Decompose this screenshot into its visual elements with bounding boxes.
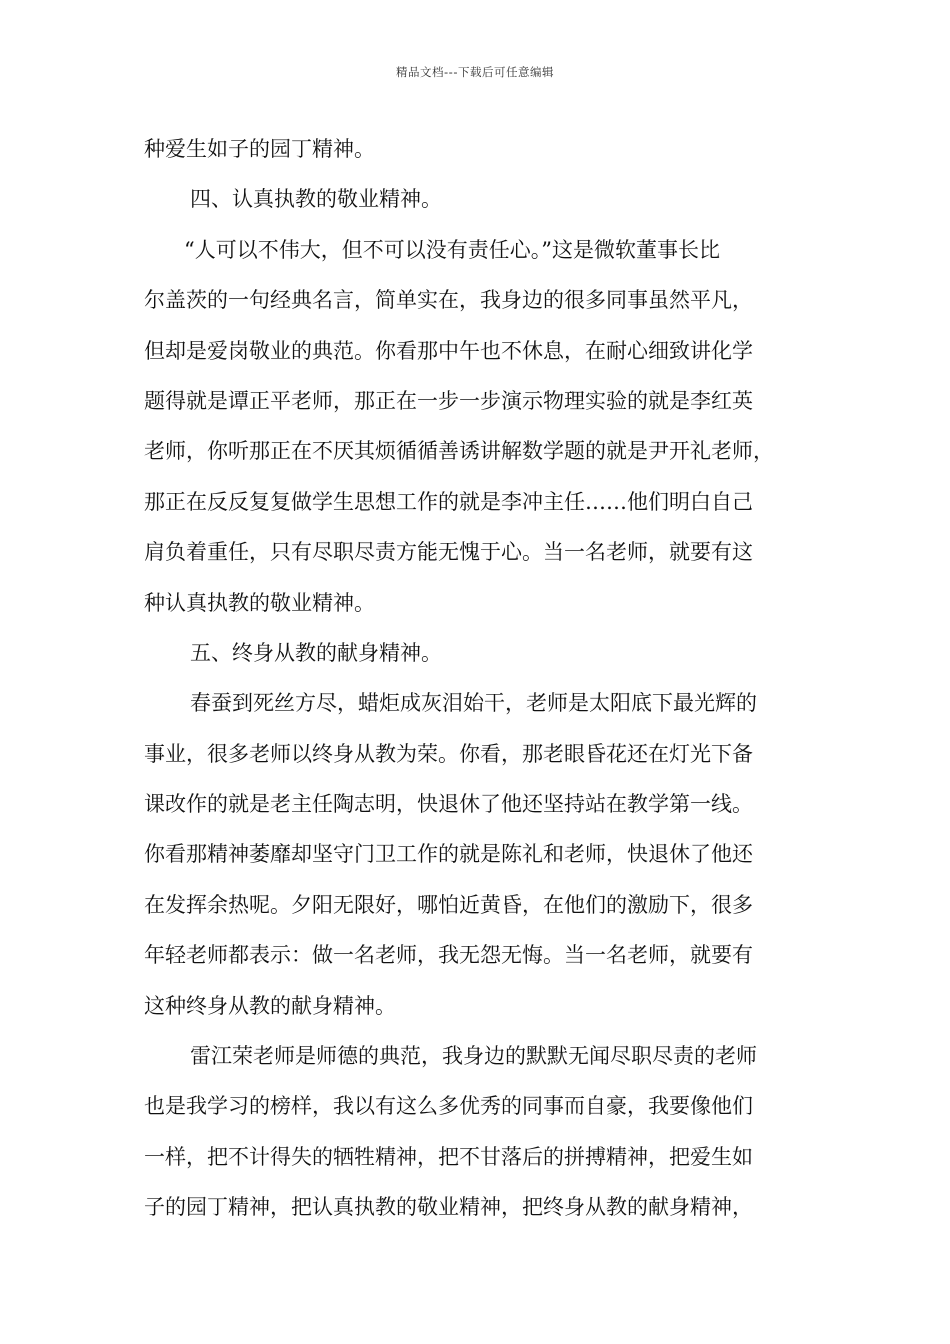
text-line: 种认真执教的敬业精神。 <box>144 590 375 615</box>
document-body <box>144 124 808 1233</box>
text-line: 但却是爱岗敬业的典范。你看那中午也不休息，在耐心细致讲化学 <box>144 338 753 363</box>
text-line: 雷江荣老师是师德的典范，我身边的默默无闻尽职尽责的老师 <box>190 1044 757 1069</box>
text-line: 课改作的就是老主任陶志明，快退休了他还坚持站在教学第一线。 <box>144 792 753 817</box>
text-line: 也是我学习的榜样，我以有这么多优秀的同事而自豪，我要像他们 <box>144 1094 753 1119</box>
text-line: 老师，你听那正在不厌其烦循循善诱讲解数学题的就是尹开礼老师， <box>144 439 774 464</box>
text-line: 子的园丁精神，把认真执教的敬业精神，把终身从教的献身精神， <box>144 1195 753 1220</box>
text-line: 那正在反反复复做学生思想工作的就是李冲主任……他们明白自己 <box>144 489 753 514</box>
text-line: 题得就是谭正平老师，那正在一步一步演示物理实验的就是李红英 <box>144 388 753 413</box>
text-line: 年轻老师都表示：做一名老师，我无怨无悔。当一名老师，就要有 <box>144 943 753 968</box>
page-header: 精品文档---下载后可任意编辑 <box>396 65 554 79</box>
text-line: 肩负着重任，只有尽职尽责方能无愧于心。当一名老师，就要有这 <box>144 540 753 565</box>
text-line: 尔盖茨的一句经典名言，简单实在，我身边的很多同事虽然平凡， <box>144 288 753 313</box>
text-line: 春蚕到死丝方尽，蜡炬成灰泪始干，老师是太阳底下最光辉的 <box>190 691 757 716</box>
text-line: “人可以不伟大，但不可以没有责任心。”这是微软董事长比 <box>184 237 720 262</box>
text-line: 种爱生如子的园丁精神。 <box>144 137 375 161</box>
section-heading: 四、认真执教的敬业精神。 <box>190 187 442 212</box>
text-line: 事业，很多老师以终身从教为荣。你看，那老眼昏花还在灯光下备 <box>144 741 753 766</box>
section-heading: 五、终身从教的献身精神。 <box>190 640 442 665</box>
text-line: 在发挥余热呢。夕阳无限好，哪怕近黄昏，在他们的激励下，很多 <box>144 892 753 917</box>
text-line: 你看那精神萎靡却坚守门卫工作的就是陈礼和老师，快退休了他还 <box>144 842 753 867</box>
text-line: 这种终身从教的献身精神。 <box>144 993 396 1018</box>
text-line: 一样，把不计得失的牺牲精神，把不甘落后的拼搏精神，把爱生如 <box>144 1144 753 1169</box>
